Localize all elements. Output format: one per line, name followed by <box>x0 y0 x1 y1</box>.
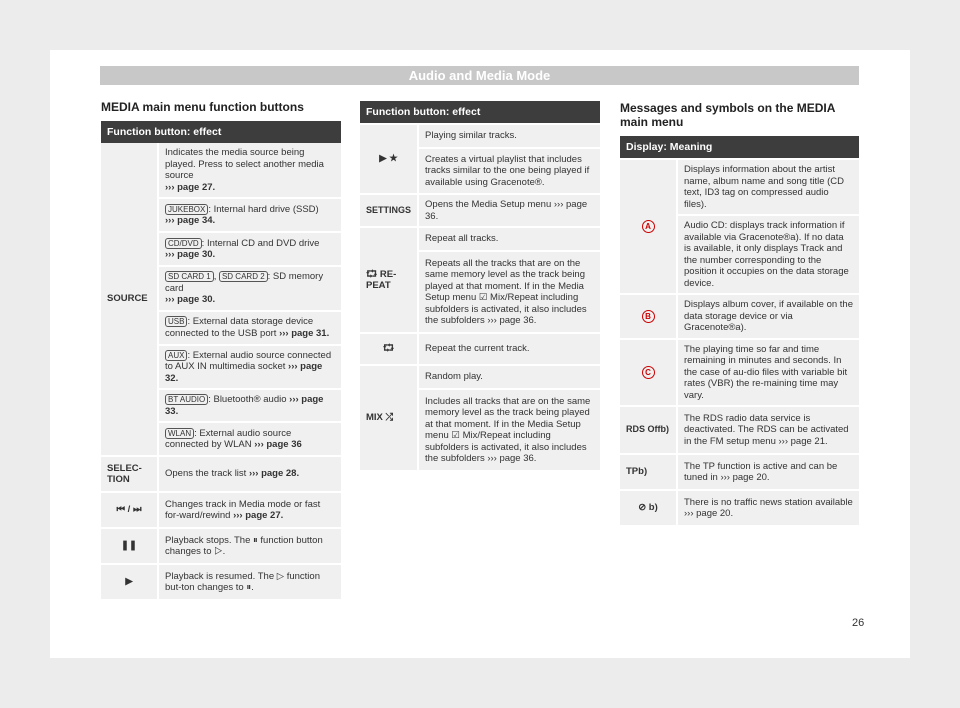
table-row: The playing time so far and time remaining in minutes and seconds. In the case of au-dio files with variable bit rates (VBR) the re-maining time may vary. <box>678 338 859 406</box>
table-row: Displays information about the artist name, album name and song title (CD text, ID3 tag on compressed audio files). <box>678 158 859 214</box>
table-row: Creates a virtual playlist that includes tracks similar to the one being played if available using Gracenote®. <box>419 147 600 193</box>
table-row: Random play. <box>419 364 600 388</box>
table-row: Changes track in Media mode or fast for-ward/rewind ››› page 27. <box>159 491 341 527</box>
table-header: Display: Meaning <box>620 136 859 158</box>
table-row: There is no traffic news station available ››› page 20. <box>678 489 859 525</box>
table-row: Opens the track list ››› page 28. <box>159 455 341 491</box>
right-column <box>620 101 859 525</box>
repeat-one-icon: ⮔ <box>360 332 419 364</box>
play-icon: ▶ <box>101 563 159 599</box>
marker-b: B <box>620 293 678 338</box>
list-item: BT AUDIO : Bluetooth® audio ››› page 33. <box>159 388 341 421</box>
page-number: 26 <box>852 617 865 629</box>
pause-icon: ❚❚ <box>101 527 159 563</box>
middle-column <box>360 101 600 470</box>
table-row: The TP function is active and can be tuned in ››› page 20. <box>678 453 859 489</box>
source-label: SOURCE <box>101 143 159 455</box>
repeat-icon: ⮔ RE-PEAT <box>360 226 419 332</box>
list-item: WLAN : External audio source connected by WLAN ››› page 36 <box>159 421 341 455</box>
marker-a: A <box>620 158 678 293</box>
selection-label: SELEC-TION <box>101 455 159 491</box>
right-heading: Messages and symbols on the MEDIA main menu <box>620 101 835 129</box>
tp-label: TPb) <box>620 453 678 489</box>
table-header: Function button: effect <box>360 101 600 123</box>
table-header: Function button: effect <box>101 121 341 143</box>
list-item: CD/DVD : Internal CD and DVD drive ››› page 30. <box>159 231 341 265</box>
table-row: The RDS radio data service is deactivated. The RDS can be activated in the FM setup menu ››› page 21. <box>678 405 859 453</box>
table-row: Includes all tracks that are on the same memory level as the track being played at that moment. If in the Media Setup menu ☑ Mix/Repeat including subfolders is activated, it also includes the subfolders ››› page 36. <box>419 388 600 470</box>
table-row: Opens the Media Setup menu ››› page 36. <box>419 193 600 226</box>
messages-table <box>620 136 859 525</box>
table-row: Repeat all tracks. <box>419 226 600 250</box>
table-row: Playback is resumed. The ▷ function but-ton changes to ⏸. <box>159 563 341 599</box>
list-item: USB : External data storage device connected to the USB port ››› page 31. <box>159 310 341 344</box>
table-row: Audio CD: displays track information if available via Gracenote®a). If no data is available, it only displays Track and the number corresponding to the position it occupies on the data storage device. <box>678 214 859 293</box>
list-item: SD CARD 1 , SD CARD 2 : SD memory card ››› page 30. <box>159 265 341 310</box>
mix-icon: MIX ⤮ <box>360 364 419 470</box>
similar-tracks-icon: ▶ ★ <box>360 123 419 193</box>
function-buttons-table-2 <box>360 101 600 470</box>
left-column <box>101 100 341 599</box>
prev-next-icon: ⏮ / ⏭ <box>101 491 159 527</box>
rds-off-label: RDS Offb) <box>620 405 678 453</box>
table-row: Repeat the current track. <box>419 332 600 364</box>
list-item: Indicates the media source being played. Press to select another media source ››› page 27. <box>159 143 341 197</box>
table-row: Repeats all the tracks that are on the same memory level as the track being played at that moment. If in the Media Setup menu ☑ Mix/Repeat including subfolders is activated, it also includes the subfolders ››› page 36. <box>419 250 600 332</box>
table-row: Playback stops. The ⏸ function button changes to ▷. <box>159 527 341 563</box>
left-heading: MEDIA main menu function buttons <box>101 100 304 114</box>
section-header: Audio and Media Mode <box>100 66 859 85</box>
no-traffic-icon: ⊘ b) <box>620 489 678 525</box>
list-item: JUKEBOX : Internal hard drive (SSD) ››› page 34. <box>159 197 341 231</box>
function-buttons-table <box>101 121 341 599</box>
table-row: Displays album cover, if available on the data storage device or via Gracenote®a). <box>678 293 859 338</box>
table-row: Playing similar tracks. <box>419 123 600 147</box>
settings-label: SETTINGS <box>360 193 419 226</box>
marker-c: C <box>620 338 678 406</box>
list-item: AUX : External audio source connected to AUX IN multimedia socket ››› page 32. <box>159 344 341 389</box>
